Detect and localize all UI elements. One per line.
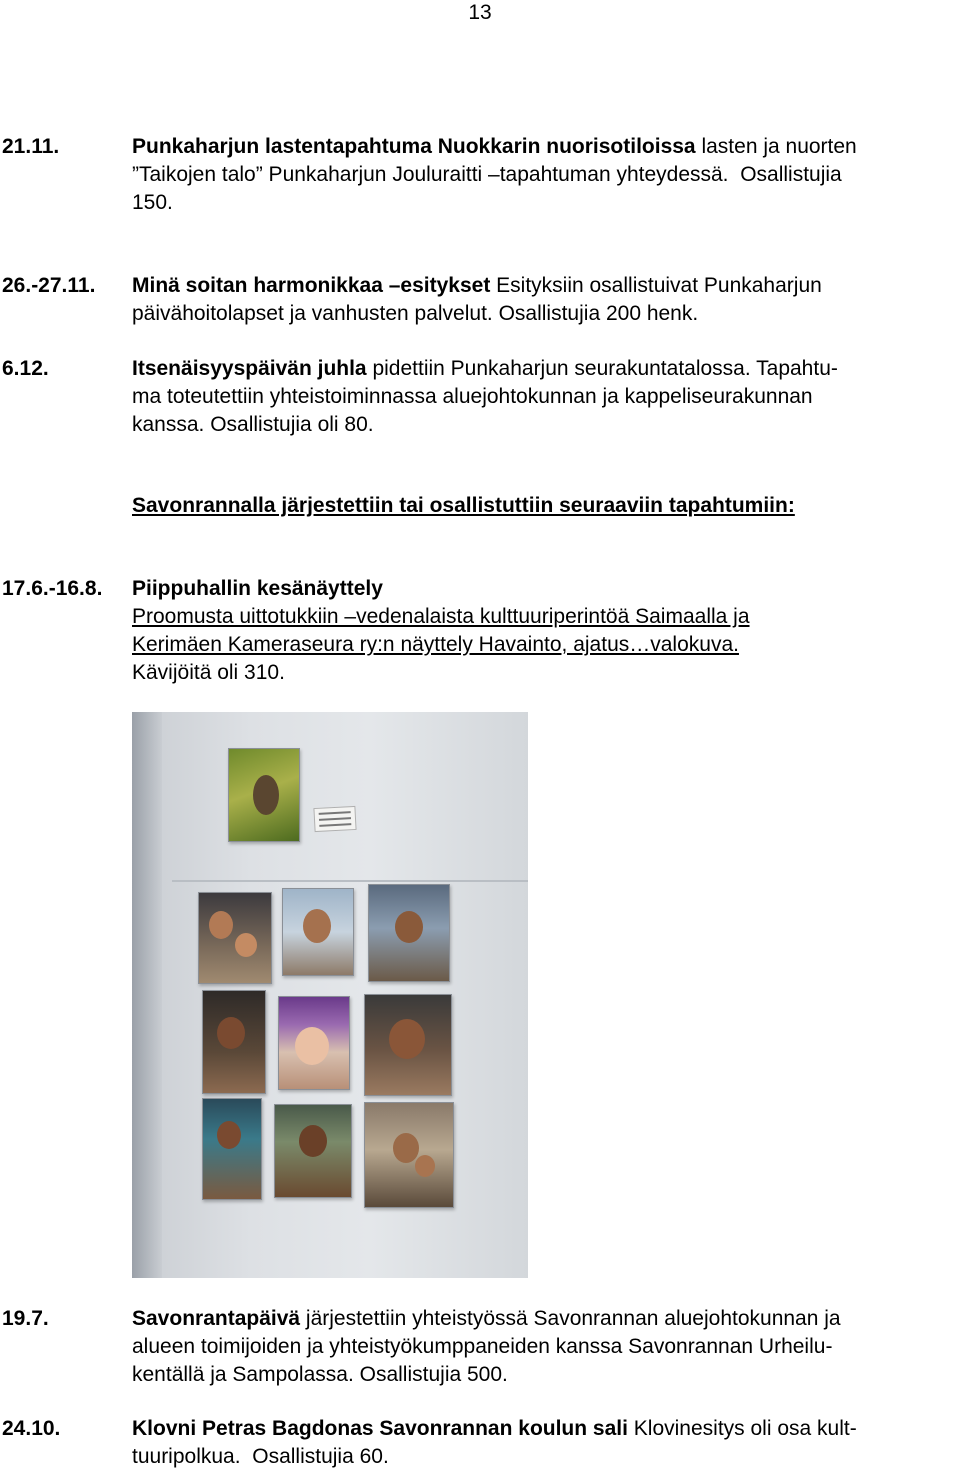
portrait-photo [282, 888, 354, 976]
event-title: Minä soitan harmonikkaa –esitykset [132, 274, 491, 297]
portrait-photo [198, 892, 272, 984]
text-line [132, 603, 932, 631]
portrait-photo [364, 994, 452, 1096]
bird-photo [228, 748, 300, 842]
entry-date: 19.7. [2, 1307, 49, 1330]
entry-text [132, 575, 932, 687]
entry-date: 26.-27.11. [2, 274, 96, 297]
text-line [132, 1333, 932, 1361]
portrait-photo [368, 884, 450, 982]
entry-text [132, 492, 932, 520]
text-line [132, 1415, 932, 1443]
section-heading: Savonrannalla järjestettiin tai osallistuttiin seuraaviin tapahtumiin: [132, 494, 795, 517]
event-title: Savonrantapäivä [132, 1307, 301, 1330]
portrait-photo [364, 1102, 454, 1208]
body-text: Kävijöitä oli 310. [132, 661, 285, 684]
body-text: ma toteutettiin yhteistoiminnassa aluejohtokunnan ja kappeliseurakunnan [132, 385, 813, 408]
body-text: Klovinesitys oli osa kult- [627, 1417, 857, 1440]
body-text: ”Taikojen talo” Punkaharjun Jouluraitti –tapahtuman yhteydessä. Osallistujia [132, 163, 842, 186]
text-line [132, 161, 932, 189]
text-line [132, 659, 932, 687]
entry-date: 21.11. [2, 135, 60, 158]
body-text: kanssa. Osallistujia oli 80. [132, 413, 374, 436]
text-line [132, 411, 932, 439]
text-line [132, 1361, 932, 1389]
body-text: Esityksiin osallistuivat Punkaharjun [490, 274, 822, 297]
text-line [132, 189, 932, 217]
body-text: alueen toimijoiden ja yhteistyökumppaneiden kanssa Savonrannan Urheilu- [132, 1335, 833, 1358]
body-text: tuuripolkua. Osallistujia 60. [132, 1445, 389, 1468]
text-line [132, 1305, 932, 1333]
event-title: Punkaharjun lastentapahtuma Nuokkarin nuorisotiloissa [132, 135, 696, 158]
body-text: kentällä ja Sampolassa. Osallistujia 500. [132, 1363, 508, 1386]
text-line [132, 355, 932, 383]
entry-text [132, 1305, 932, 1389]
text-line [132, 631, 932, 659]
body-text: lasten ja nuorten [695, 135, 857, 158]
exhibition-photo [132, 712, 528, 1278]
body-text: 150. [132, 191, 173, 214]
entry-text [132, 133, 932, 217]
wall-seam [172, 880, 528, 882]
body-text: päivähoitolapset ja vanhusten palvelut. Osallistujia 200 henk. [132, 302, 699, 325]
entry-text [132, 272, 932, 328]
body-text: pidettiin Punkaharjun seurakuntatalossa. Tapahtu- [366, 357, 838, 380]
text-line [132, 492, 932, 520]
portrait-photo [202, 1098, 262, 1200]
event-title: Itsenäisyyspäivän juhla [132, 357, 367, 380]
portrait-photo [274, 1104, 352, 1198]
exhibition-label-card [313, 806, 356, 832]
entry-date: 17.6.-16.8. [2, 577, 103, 600]
event-title: Piippuhallin kesänäyttely [132, 577, 383, 600]
portrait-photo [202, 990, 266, 1094]
wall-shadow [132, 712, 162, 1278]
text-line [132, 575, 932, 603]
text-line [132, 133, 932, 161]
event-title: Klovni Petras Bagdonas Savonrannan koulun sali [132, 1417, 628, 1440]
text-line [132, 383, 932, 411]
entry-date: 24.10. [2, 1417, 61, 1440]
text-line [132, 1443, 932, 1471]
body-text: järjestettiin yhteistyössä Savonrannan aluejohtokunnan ja [300, 1307, 841, 1330]
entry-text [132, 1415, 932, 1471]
page-number: 13 [468, 1, 492, 24]
text-line [132, 300, 932, 328]
portrait-photo [278, 996, 350, 1090]
entry-date: 6.12. [2, 357, 49, 380]
entry-text [132, 355, 932, 439]
exhibition-title: Proomusta uittotukkiin –vedenalaista kulttuuriperintöä Saimaalla ja [132, 605, 750, 628]
exhibition-title: Kerimäen Kameraseura ry:n näyttely Havainto, ajatus…valokuva. [132, 633, 739, 656]
text-line [132, 272, 932, 300]
